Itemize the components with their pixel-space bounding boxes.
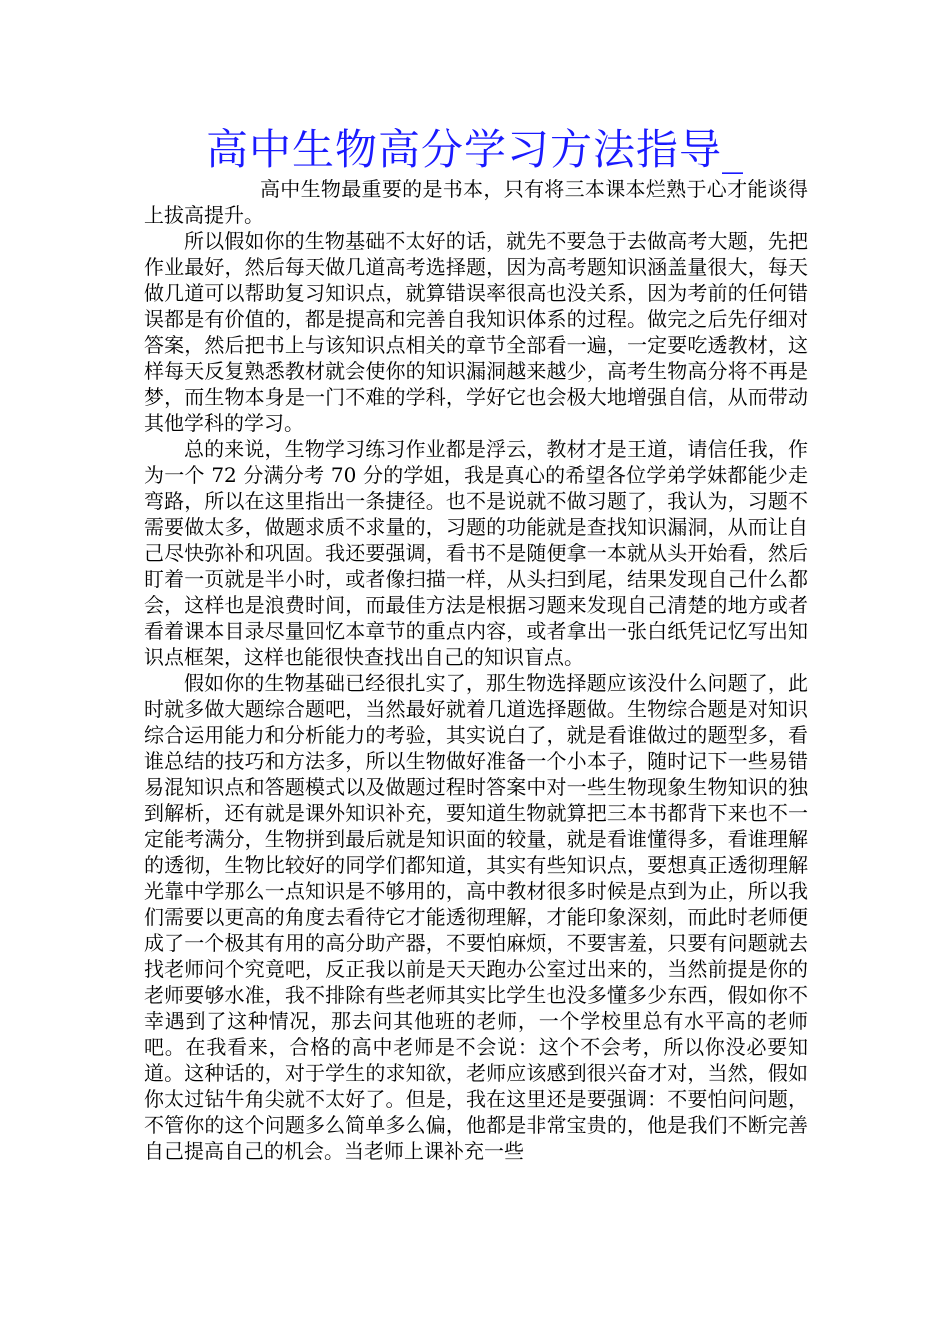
paragraph-weak-foundation: 所以假如你的生物基础不太好的话，就先不要急于去做高考大题，先把作业最好，然后每天做几道高考选择题，因为高考题知识涵盖量很大，每天做几道可以帮助复习知识点，就算错误率很高也没关系，因为考前的任何错误都是有价值的，都是提高和完善自我知识体系的过程。做完之后先仔细对答案，然后把书上与该知识点相关的章节全部看一遍，一定要吃透教材，这样每天反复熟悉教材就会使你的知识漏洞越来越少，高考生物高分将不再是梦，而生物本身是一门不难的学科，学好它也会极大地增强自信，从而带动其他学科的学习。 xyxy=(144,229,808,435)
document-title: 高中生物高分学习方法指导_ xyxy=(205,125,744,174)
paragraph-intro: 高中生物最重要的是书本，只有将三本课本烂熟于心才能谈得上拔高提升。 xyxy=(144,177,808,227)
paragraph-strong-foundation: 假如你的生物基础已经很扎实了，那生物选择题应该没什么问题了，此时就多做大题综合题吧，当然最好就着几道选择题做。生物综合题是对知识综合运用能力和分析能力的考验，其实说白了，就是看谁做过的题型多，看谁总结的技巧和方法多，所以生物做好准备一个小本子，随时记下一些易错易混知识点和答题模式以及做题过程时答案中对一些生物现象生物知识的独到解析，还有就是课外知识补充，要知道生物就算把三本书都背下来也不一定能考满分，生物拼到最后就是知识面的较量，就是看谁懂得多，看谁理解的透彻，生物比较好的同学们都知道，其实有些知识点，要想真正透彻理解光靠中学那么一点知识是不够用的，高中教材很多时候是点到为止，所以我们需要以更高的角度去看待它才能透彻理解，才能印象深刻，而此时老师便成了一个极其有用的高分助产器，不要怕麻烦，不要害羞，只要有问题就去找老师问个究竟吧，反正我以前是天天跑办公室过出来的，当然前提是你的老师要够水准，我不排除有些老师其实比学生也没多懂多少东西，假如你不幸遇到了这种情况，那去问其他班的老师，一个学校里总有水平高的老师吧。在我看来，合格的高中老师是不会说：这个不会考，所以你没必要知道。这种话的，对于学生的求知欲，老师应该感到很兴奋才对，当然，假如你太过钻牛角尖就不太好了。但是，我在这里还是要强调：不要怕问问题，不管你的这个问题多么简单多么偏，他都是非常宝贵的，他是我们不断完善自己提高自己的机会。当老师上课补充一些 xyxy=(144,671,808,1163)
document-body xyxy=(144,176,808,1164)
paragraph-summary: 总的来说，生物学习练习作业都是浮云，教材才是王道，请信任我，作为一个 72 分满分考 70 分的学姐，我是真心的希望各位学弟学妹都能少走弯路，所以在这里指出一条捷径。也不是说就不做习题了，我认为，习题不需要做太多，做题求质不求量的，习题的功能就是查找知识漏洞，从而让自己尽快弥补和巩固。我还要强调，看书不是随便拿一本就从头开始看，然后盯着一页就是半小时，或者像扫描一样，从头扫到尾，结果发现自己什么都会，这样也是浪费时间，而最佳方法是根据习题来发现自己清楚的地方或者看着课本目录尽量回忆本章节的重点内容，或者拿出一张白纸凭记忆写出知识点框架，这样也能很快查找出自己的知识盲点。 xyxy=(144,437,808,669)
